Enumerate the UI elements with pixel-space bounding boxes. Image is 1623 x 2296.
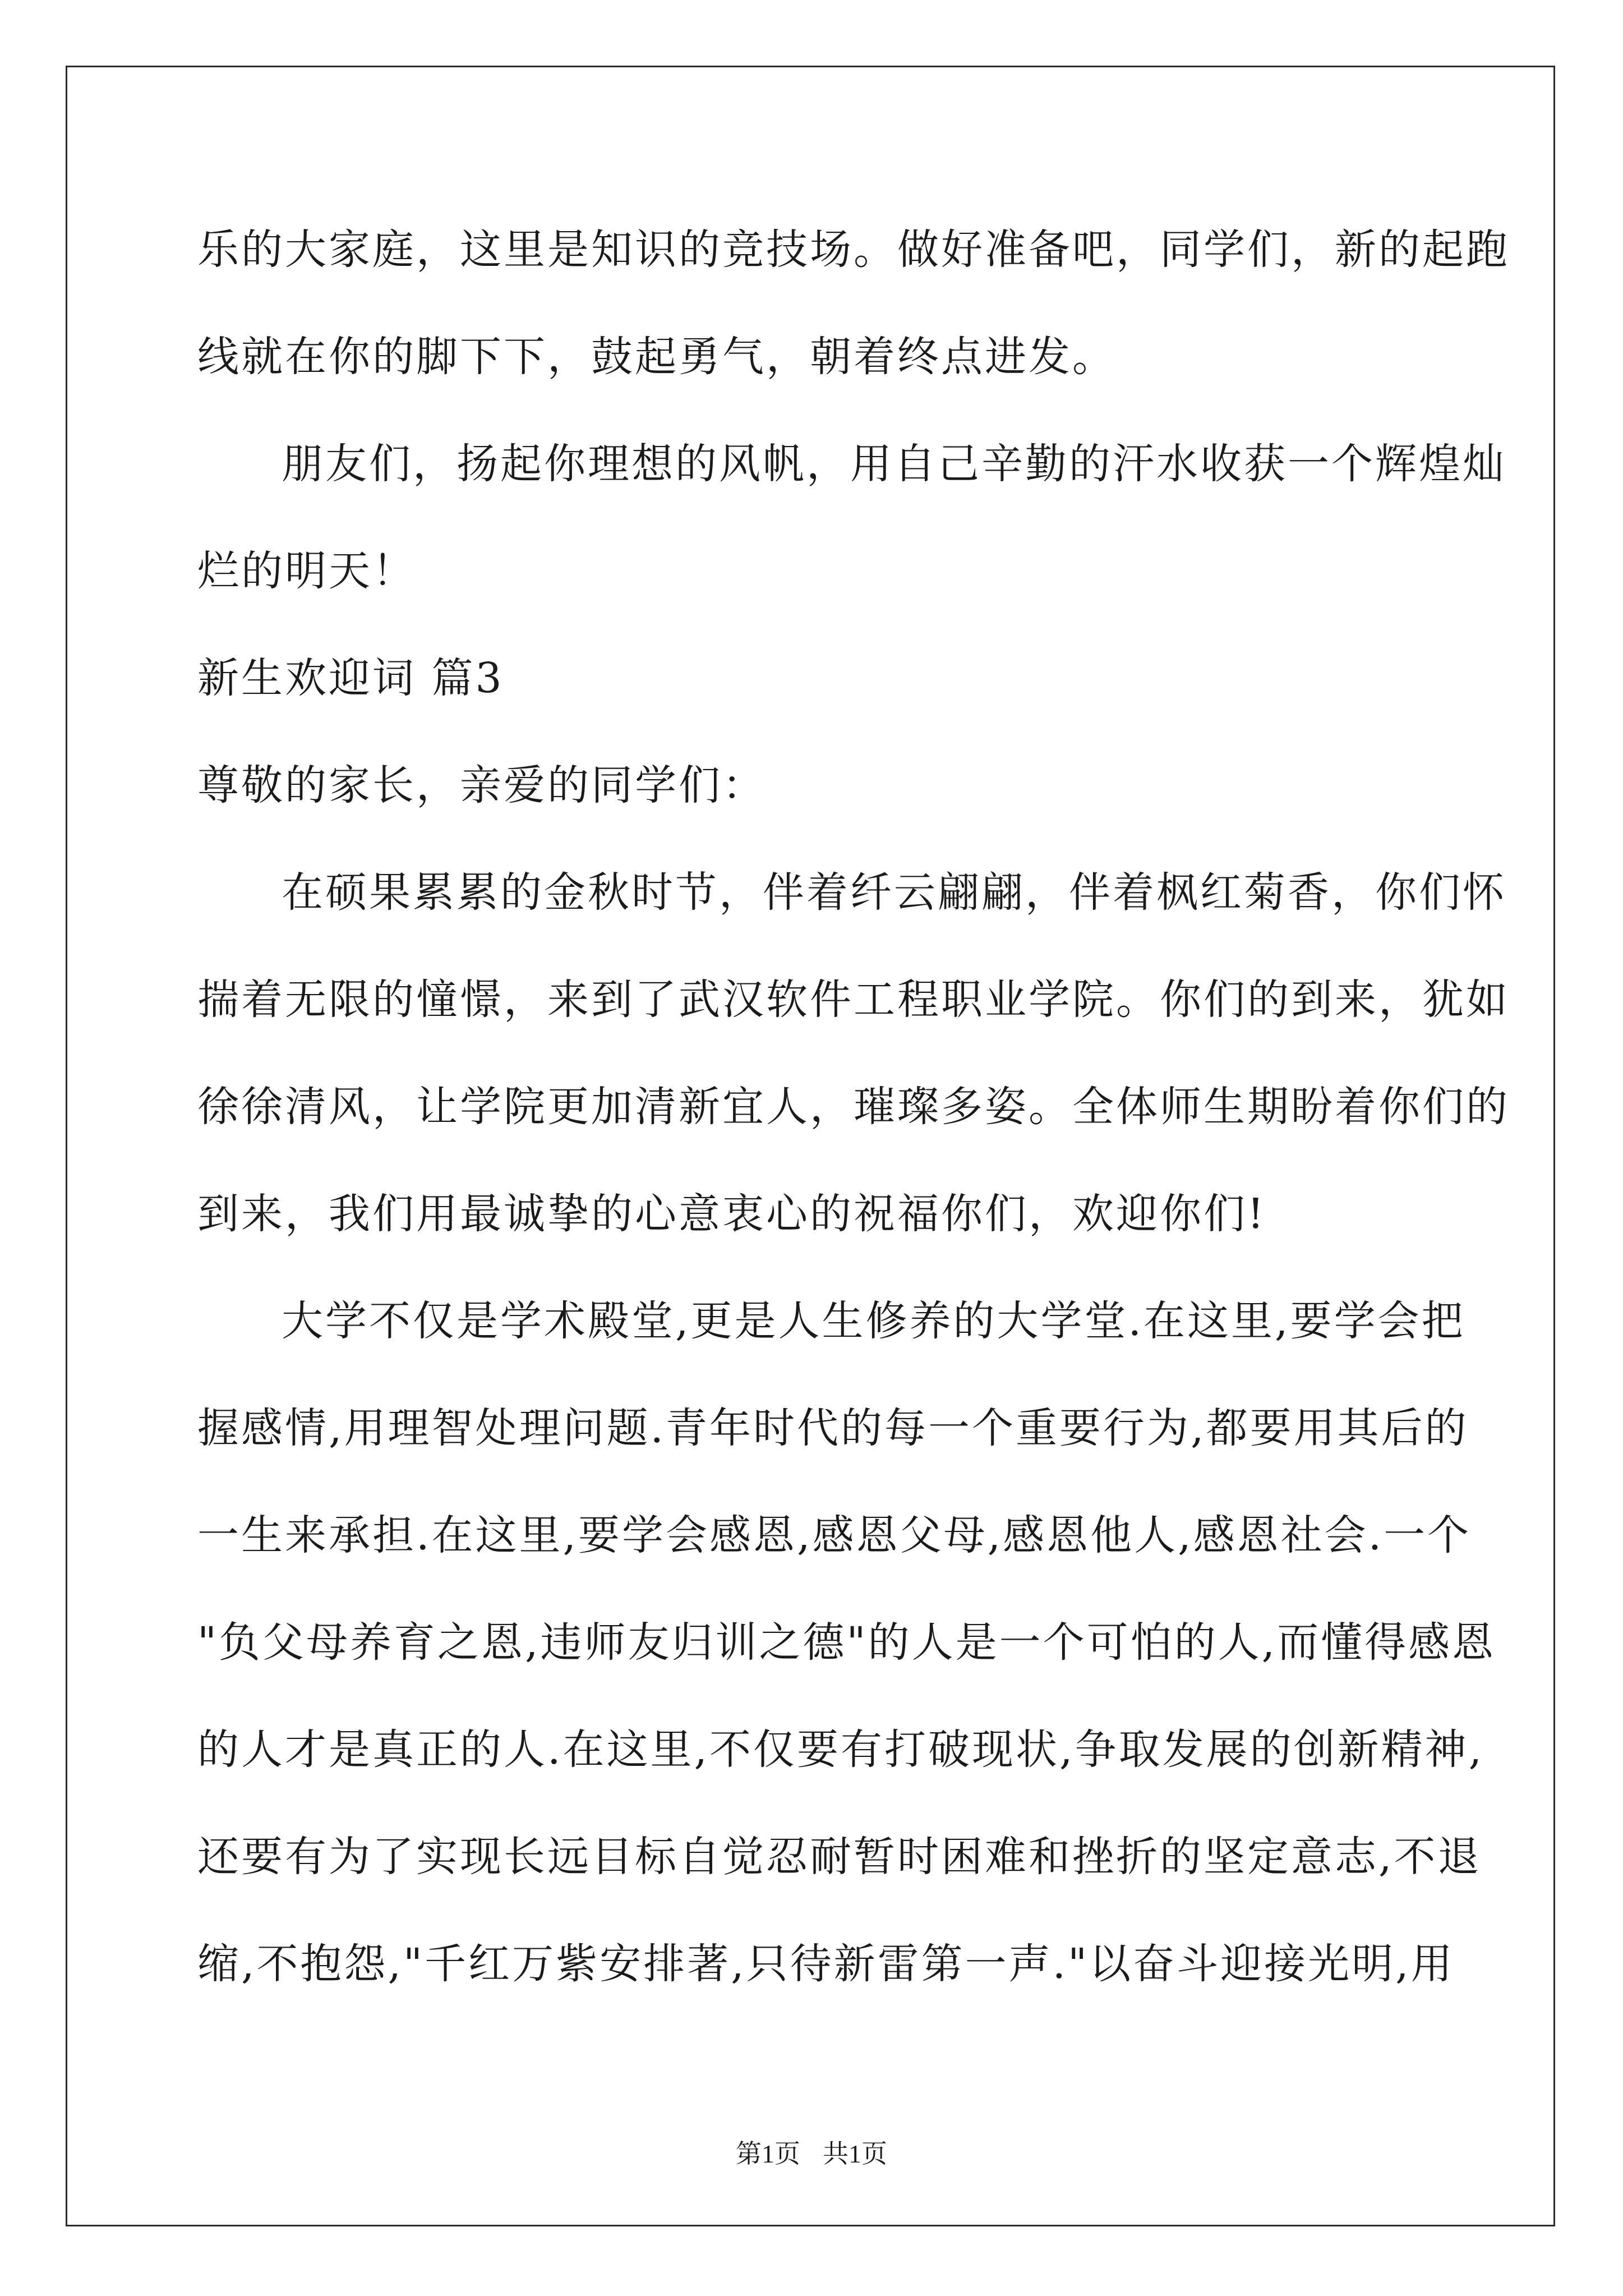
text-line: 揣着无限的憧憬，来到了武汉软件工程职业学院。你们的到来，犹如 — [197, 976, 1510, 1024]
salutation: 尊敬的家长，亲爱的同学们： — [197, 761, 766, 809]
text-line: 到来，我们用最诚挚的心意衷心的祝福你们，欢迎你们! — [197, 1190, 1266, 1238]
page-footer — [0, 2137, 1623, 2171]
text-line: 乐的大家庭，这里是知识的竞技场。做好准备吧，同学们，新的起跑 — [197, 226, 1510, 274]
text-line: 缩,不抱怨,"千红万紫安排著,只待新雷第一声."以奋斗迎接光明,用 — [197, 1940, 1455, 1988]
text-line: 的人才是真正的人.在这里,不仅要有打破现状,争取发展的创新精神, — [197, 1726, 1484, 1774]
section-heading: 新生欢迎词 篇3 — [197, 654, 504, 702]
text-line: "负父母养育之恩,违师友归训之德"的人是一个可怕的人,而懂得感恩 — [197, 1618, 1496, 1667]
text-line: 烂的明天！ — [197, 547, 416, 595]
text-line: 一生来承担.在这里,要学会感恩,感恩父母,感恩他人,感恩社会.一个 — [197, 1511, 1472, 1559]
page-total: 共1页 — [823, 2139, 887, 2168]
text-line: 还要有为了实现长远目标自觉忍耐暂时困难和挫折的坚定意志,不退 — [197, 1833, 1482, 1881]
text-line: 大学不仅是学术殿堂,更是人生修养的大学堂.在这里,要学会把 — [282, 1297, 1465, 1345]
text-line: 握感情,用理智处理问题.青年时代的每一个重要行为,都要用其后的 — [197, 1404, 1469, 1452]
text-line: 在硕果累累的金秋时节，伴着纤云翩翩，伴着枫红菊香，你们怀 — [282, 868, 1506, 917]
document-body — [197, 196, 1510, 2018]
page-number: 第1页 — [736, 2139, 800, 2168]
text-line: 徐徐清风，让学院更加清新宜人，璀璨多姿。全体师生期盼着你们的 — [197, 1083, 1510, 1131]
text-line: 朋友们，扬起你理想的风帆，用自己辛勤的汗水收获一个辉煌灿 — [282, 440, 1506, 488]
text-line: 线就在你的脚下下，鼓起勇气，朝着终点进发。 — [197, 333, 1116, 381]
